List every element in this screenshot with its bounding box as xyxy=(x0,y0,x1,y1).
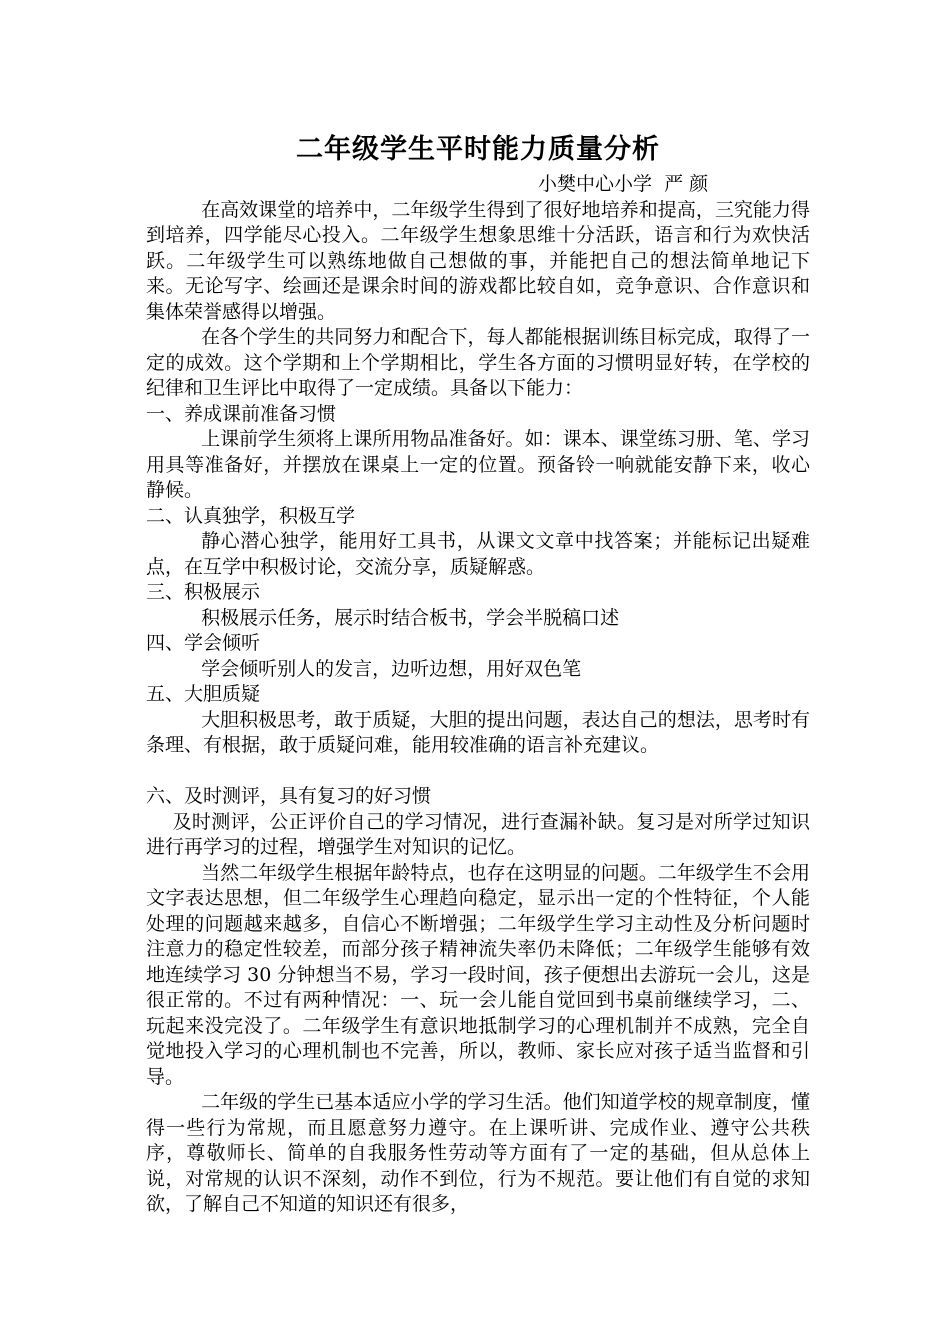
document-title: 二年级学生平时能力质量分析 xyxy=(296,134,660,165)
blank-line xyxy=(146,759,810,785)
author-line: 小樊中心小学 严 颜 xyxy=(538,173,709,195)
section-body: 学会倾听别人的发言，边听边想，用好双色笔 xyxy=(201,657,582,680)
closing-paragraph: 二年级的学生已基本适应小学的学习生活。他们知道学校的规章制度，懂得一些行为常规，而且愿意努力遵守。在上课听讲、完成作业、遵守公共秩序，尊敬师长、简单的自我服务性劳动等方面有了一定的基础，但从总体上说，对常规的认识不深刻，动作不到位，行为不规范。要让他们有自觉的求知欲，了解自己不知道的知识还有很多， xyxy=(146,1091,810,1215)
section-heading: 五、大胆质疑 xyxy=(146,683,261,705)
closing-paragraph: 当然二年级学生根据年龄特点，也存在这明显的问题。二年级学生不会用文字表达思想，但二年级学生心理趋向稳定，显示出一定的个性特征，个人能处理的问题越来越多，自信心不断增强；二年级学生学习主动性及分析问题时注意力的稳定性较差，而部分孩子精神流失率仍未降低；二年级学生能够有效地连续学习 30 分钟想当不易，学习一段时间，孩子便想出去游玩一会儿，这是很正常的。不过有两种情况：一、玩一会儿能自觉回到书桌前继续学习，二、玩起来没完没了。二年级学生有意识地抵制学习的心理机制并不成熟，完全自觉地投入学习的心理机制也不完善，所以，教师、家长应对孩子适当监督和引导。 xyxy=(146,861,810,1088)
section-body: 积极展示任务，展示时结合板书，学会半脱稿口述 xyxy=(201,606,620,629)
section-body: 静心潜心独学，能用好工具书，从课文文章中找答案；并能标记出疑难点，在互学中积极讨论，交流分享，质疑解惑。 xyxy=(146,530,810,578)
section-heading: 六、及时测评，具有复习的好习惯 xyxy=(146,785,432,807)
document-body xyxy=(146,128,810,1218)
intro-paragraph: 在各个学生的共同努力和配合下，每人都能根据训练目标完成，取得了一定的成效。这个学期和上个学期相比，学生各方面的习惯明显好转，在学校的纪律和卫生评比中取得了一定成绩。具备以下能力： xyxy=(146,326,810,399)
section-body: 大胆积极思考，敢于质疑，大胆的提出问题，表达自己的想法，思考时有条理、有根据，敢于质疑问难，能用较准确的语言补充建议。 xyxy=(146,708,810,756)
section-heading: 三、积极展示 xyxy=(146,581,261,603)
intro-paragraph: 在高效课堂的培养中，二年级学生得到了很好地培养和提高，三究能力得到培养，四学能尽心投入。二年级学生想象思维十分活跃，语言和行为欢快活跃。二年级学生可以熟练地做自己想做的事，并能把自己的想法简单地记下来。无论写字、绘画还是课余时间的游戏都比较自如，竞争意识、合作意识和集体荣誉感得以增强。 xyxy=(146,198,810,323)
section-heading: 一、养成课前准备习惯 xyxy=(146,402,337,425)
section-heading: 四、学会倾听 xyxy=(146,632,261,654)
section-body: 及时测评，公正评价自己的学习情况，进行查漏补缺。复习是对所学过知识进行再学习的过程，增强学生对知识的记忆。 xyxy=(146,810,810,858)
section-heading: 二、认真独学，积极互学 xyxy=(146,504,356,527)
section-body: 上课前学生须将上课所用物品准备好。如：课本、课堂练习册、笔、学习用具等准备好，并摆放在课桌上一定的位置。预备铃一响就能安静下来，收心静候。 xyxy=(146,428,810,501)
